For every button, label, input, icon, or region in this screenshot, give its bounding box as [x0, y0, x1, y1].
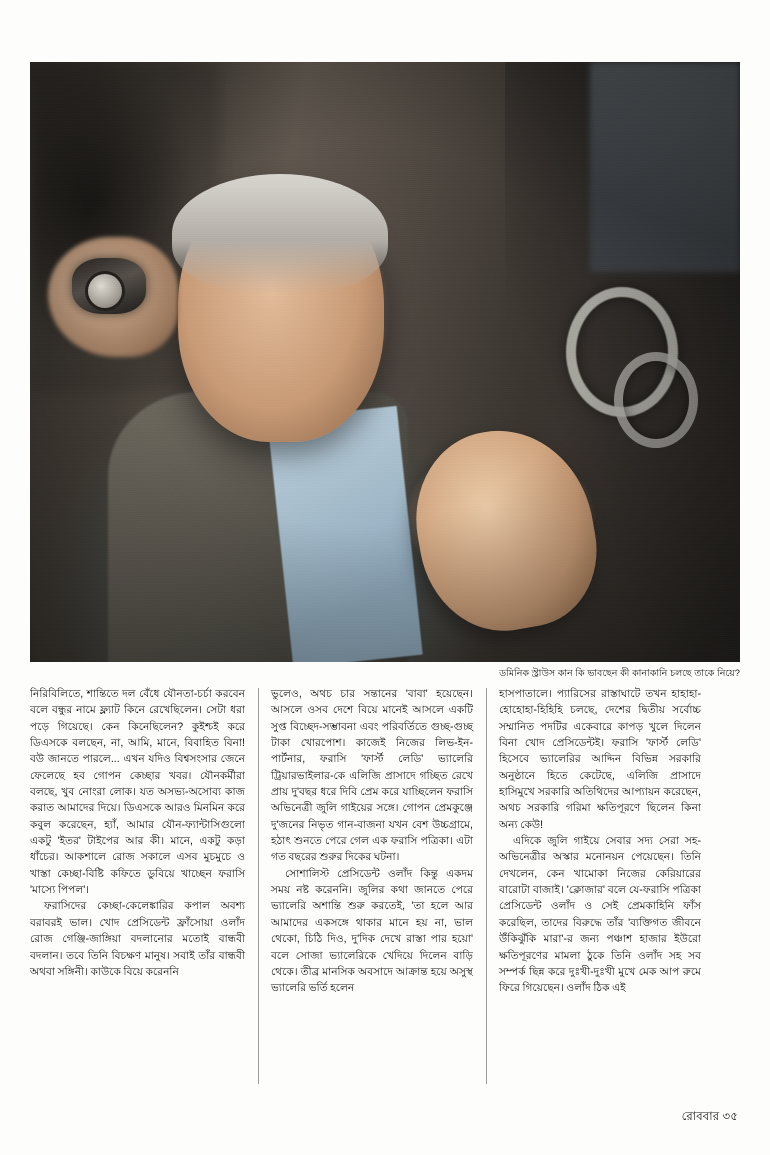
paragraph: ফরাসিদের কেচ্ছা-কেলেঙ্কারির কপাল অবশ্য বরাবরই ভাল। খোদ প্রেসিডেন্ট ফ্রাঁসোয়া ওলাঁদ রোজ গেঞ্জি-জাঙ্গিয়া বদলানোর মতোই বান্ধবী বদলান। তবে তিনি বিচক্ষণ মানুষ। সবাই তাঁর বান্ধবী অথবা সঙ্গিনী। কাউকে বিয়ে করেননি — [30, 900, 245, 978]
article-photo — [30, 62, 740, 662]
article-column-2 — [258, 686, 486, 1086]
article-column-1 — [30, 686, 258, 1086]
paragraph: এদিকে জুলি গাইয়ে সেবার সদ্য সেরা সহ-অভিনেত্রীর অস্কার মনোনয়ন পেয়েছেন। তিনি দেখলেন, কেন খামোকা নিজের কেরিয়ারের বারোটা বাজাই। 'ক্লোজার' বলে যে-ফরাসি পত্রিকা প্রেসিডেন্ট ওলাঁদ ও সেই প্রেমকাহিনি ফাঁস করেছিল, তাদের বিরুদ্ধে তাঁর 'ব্যক্তিগত জীবনে উঁকিঝুঁকি মারা'-র জন্য পঞ্চাশ হাজার ইউরো ক্ষতিপূরণের মামলা ঠুকে তিনি ওলাঁদ সহ সব সম্পর্ক ছিন্ন করে দুঃখী-দুঃখী মুখে মেক আপ রুমে ফিরে গিয়েছেন। ওলাঁদ ঠিক এই — [499, 835, 701, 995]
paragraph: সোশালিস্ট প্রেসিডেন্ট ওলাঁদ কিন্তু একদম সময় নষ্ট করেননি। জুলির কথা জানতে পেরে ভ্যালেরি অশান্তি শুরু করতেই, 'তা হলে আর আমাদের একসঙ্গে থাকার মানে হয় না, ভাল থেকো, চিঠি দিও, দু'দিক দেখে রাস্তা পার হয়ো' বলে সোজা ভ্যালেরিকে খেদিয়ে দিলেন বাড়ি থেকে। তীব্র মানসিক অবসাদে আক্রান্ত হয়ে অসুস্থ ভ্যালেরি ভর্তি হলেন — [271, 867, 473, 995]
photo-caption: ডমিনিক স্ট্রাউস কান কি ভাবছেন কী কানাকানি চলছে তাকে নিয়ে? — [499, 668, 740, 678]
paragraph: নিরিবিলিতে, শান্তিতে দল বেঁধে যৌনতা-চর্চা করবেন বলে বন্ধুর নামে ফ্ল্যাট কিনে রেখেছিলেন। সেটা ধরা পড়ে গিয়েছে। কেন কিনেছিলেন? কুইশ্চই করে ডিএসকে বলছেন, না, আমি, মানে, বিবাহিত বিনা! বউ জানতে পারলে... এখন যদিও বিশ্বসংসার জেনে ফেলেছে হব গোপন কেচ্ছার খবর। যৌনকর্মীরা বলছে, খুব নোংরা লোক। যত অসভ্য-অসোব্য কাজ করাত আমাদের দিয়ে। ডিএসকে আরও মিনমিন করে কবুল করেছেন, হ্যাঁ, আমার যৌন-ফ্যান্টাসিগুলো একটু 'ইতর' টাইপের আর কী। মানে, একটু কড়া ধাঁচের। আকশালে রোজ সকালে এসব মুচমুচে ও খাস্তা কেচ্ছা-বিষ্টি কফিতে ডুবিয়ে খাচ্ছেন ফরাসি 'মাস্যে পিপল'। — [30, 688, 245, 897]
article-body — [30, 686, 740, 1086]
page-footer: রোববার ৩৫ — [681, 1111, 738, 1123]
photo-grain — [30, 62, 740, 662]
photo-image — [30, 62, 740, 662]
paragraph: হাসপাতালে। প্যারিসের রাস্তাঘাটে তখন হাহাহা-হোহোহা-হিহিহি চলছে, দেশের দ্বিতীয় সর্বোচ্চ সম্মানিত পদটির একেবারে কাপড় খুলে দিলেন বিনা খোদ প্রেসিডেন্টই। ফরাসি 'ফার্স্ট লেডি' হিসেবে ভ্যালেরির আদ্দিন বিভিন্ন সরকারি অনুষ্ঠানে হিতে কেটেছে, এলিজি প্রাসাদে হাসিমুখে সরকারি অতিথিদের আপ্যায়ন করেছেন, অথচ সরকারি গরিমা ক্ষতিপূরণে ছিলেন কিনা অন্য কেউ! — [499, 688, 701, 831]
article-column-3 — [486, 686, 714, 1086]
paragraph: ভুলেও, অথচ চার সন্তানের 'বাবা' হয়েছেন। আসলে ওসব দেশে বিয়ে মানেই আসলে একটি সুপ্ত বিচ্ছেদ-সম্ভাবনা এবং পরিবর্তিতে গুচ্ছ-গুচ্ছ টাকা খোরপোশ। কাজেই নিজের লিভ-ইন-পার্টনার, ফরাসি 'ফার্স্ট লেডি' ভ্যালেরি ট্রিয়ারভাইলার-কে এলিজি প্রাসাদে গচ্ছিত রেখে প্রায় দু'বছর ধরে দিবি প্রেম করে যাচ্ছিলেন ফরাসি অভিনেত্রী জুলি গাইয়ের সঙ্গে। গোপন প্রেমকুঞ্জে দু'জনের নিভৃত গান-বাজনা যখন বেশ উচ্চগ্রামে, হঠাৎ শুনতে পেরে গেল এক ফরাসি পত্রিকা। এটা গত বছরের শুরুর দিকের ঘটনা। — [271, 688, 473, 864]
